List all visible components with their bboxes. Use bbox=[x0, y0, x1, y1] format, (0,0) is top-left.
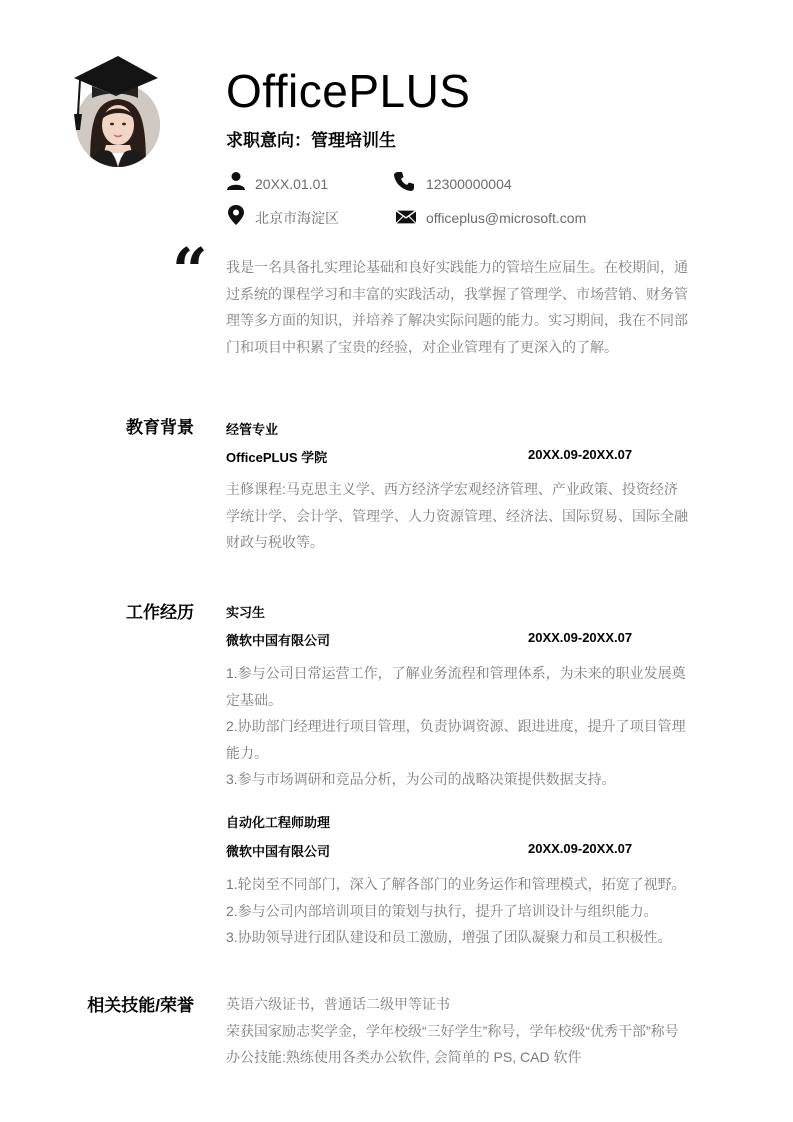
summary-line: 过系统的课程学习和丰富的实践活动，我掌握了管理学、市场营销、财务管 bbox=[226, 285, 688, 302]
education-detail-line: 主修课程:马克思主义学、西方经济学宏观经济管理、产业政策、投资经济 bbox=[226, 481, 678, 497]
job-details bbox=[226, 871, 716, 951]
quote-icon: “ bbox=[172, 234, 208, 307]
graduation-cap-icon bbox=[66, 52, 162, 132]
location-pin-icon bbox=[226, 205, 246, 225]
email: officeplus@microsoft.com bbox=[426, 210, 587, 226]
self-summary bbox=[226, 254, 716, 360]
job-details bbox=[226, 660, 716, 793]
summary-line: 我是一名具备扎实理论基础和良好实践能力的管培生应届生。在校期间，通 bbox=[226, 259, 688, 275]
education-details bbox=[226, 476, 716, 556]
job-detail-line: 1.轮岗至不同部门，深入了解各部门的业务运作和管理模式，拓宽了视野。 bbox=[226, 876, 686, 892]
phone-number: 12300000004 bbox=[426, 176, 512, 192]
job-detail-line: 3.协助领导进行团队建设和员工激励，增强了团队凝聚力和员工积极性。 bbox=[226, 929, 672, 945]
location: 北京市海淀区 bbox=[255, 210, 339, 226]
summary-line: 理等多方面的知识，并培养了解决实际问题的能力。实习期间，我在不同部 bbox=[226, 312, 688, 328]
birth-date: 20XX.01.01 bbox=[255, 176, 329, 192]
job-company: 微软中国有限公司 bbox=[226, 844, 331, 859]
candidate-name: OfficePLUS bbox=[226, 65, 471, 117]
job-period: 20XX.09-20XX.07 bbox=[528, 841, 633, 856]
education-school: OfficePLUS 学院 bbox=[226, 450, 328, 465]
job-intent: 求职意向：管理培训生 bbox=[226, 131, 396, 150]
education-period: 20XX.09-20XX.07 bbox=[528, 447, 633, 462]
job-detail-line: 3.参与市场调研和竞品分析，为公司的战略决策提供数据支持。 bbox=[226, 771, 616, 787]
job-detail-line: 定基础。 bbox=[226, 691, 282, 708]
skill-line: 办公技能:熟练使用各类办公软件, 会简单的 PS, CAD 软件 bbox=[226, 1049, 582, 1065]
education-detail-line: 财政与税收等。 bbox=[226, 534, 324, 550]
education-major: 经管专业 bbox=[226, 422, 279, 437]
skills-section-title: 相关技能/荣誉 bbox=[87, 996, 194, 1015]
education-detail-line: 学统计学、会计学、管理学、人力资源管理、经济法、国际贸易、国际全融 bbox=[226, 507, 688, 524]
job-period: 20XX.09-20XX.07 bbox=[528, 630, 633, 645]
job-detail-line: 2.协助部门经理进行项目管理，负责协调资源、跟进进度，提升了项目管理 bbox=[226, 718, 686, 734]
summary-line: 门和项目中积累了宝贵的经验，对企业管理有了更深入的了解。 bbox=[226, 338, 618, 355]
person-icon bbox=[226, 171, 246, 191]
work-section-title: 工作经历 bbox=[126, 603, 194, 622]
job-detail-line: 1.参与公司日常运营工作，了解业务流程和管理体系，为未来的职业发展奠 bbox=[226, 665, 686, 681]
job-title: 自动化工程师助理 bbox=[226, 815, 331, 830]
job-detail-line: 能力。 bbox=[226, 744, 268, 761]
job-detail-line: 2.参与公司内部培训项目的策划与执行，提升了培训设计与组织能力。 bbox=[226, 902, 658, 919]
skill-line: 英语六级证书，普通话二级甲等证书 bbox=[226, 996, 450, 1012]
skill-line: 荣获国家励志奖学金，学年校级“三好学生”称号，学年校级“优秀干部”称号 bbox=[226, 1022, 679, 1039]
job-title: 实习生 bbox=[226, 605, 266, 620]
phone-icon bbox=[394, 171, 414, 191]
education-section-title: 教育背景 bbox=[126, 418, 194, 437]
envelope-icon bbox=[396, 207, 416, 227]
job-company: 微软中国有限公司 bbox=[226, 633, 331, 648]
skills-list bbox=[226, 991, 716, 1071]
